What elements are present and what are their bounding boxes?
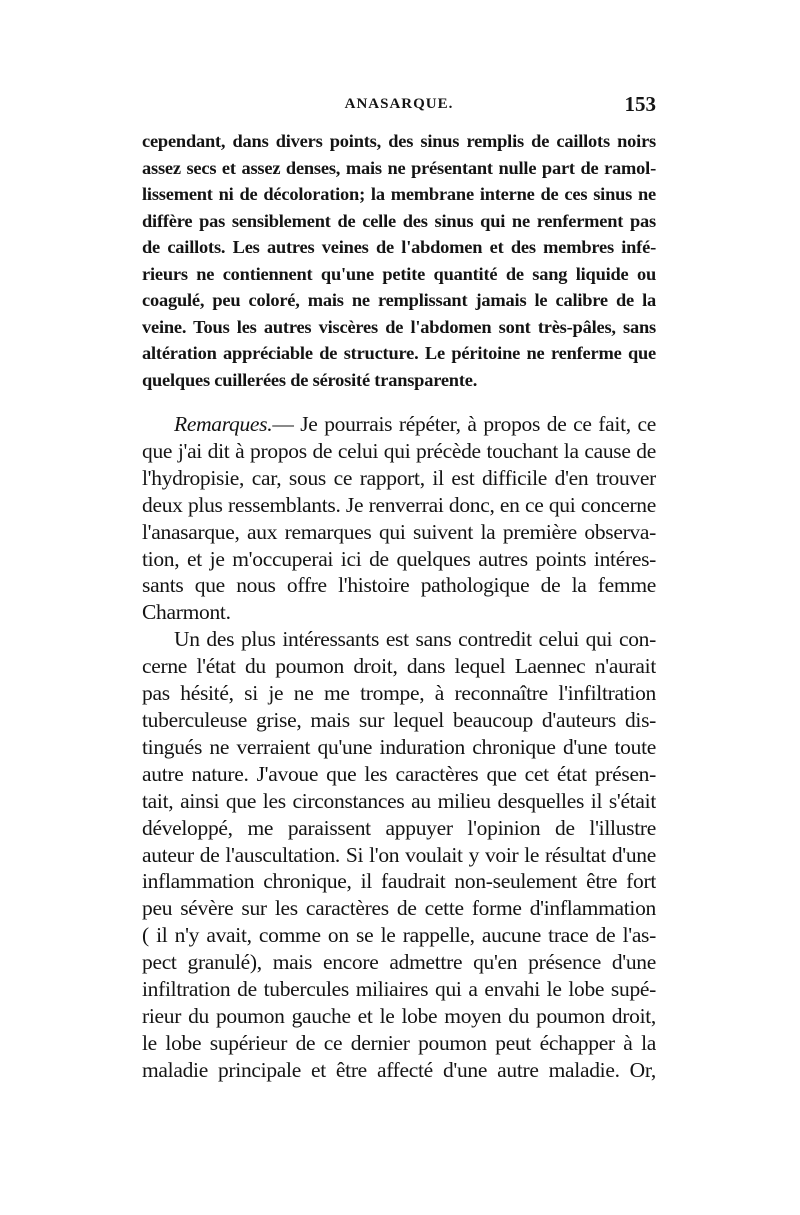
running-head: [142, 92, 656, 122]
text-line: développé, me paraissent appuyer l'opinion de l'illustre: [142, 815, 656, 840]
running-title: ANASARQUE.: [344, 96, 454, 112]
text-line: l'hydropisie, car, sous ce rapport, il est difficile d'en trouver: [142, 465, 656, 490]
text-line: pect granulé), mais encore admettre qu'en présence d'une: [142, 950, 656, 975]
text-line: ( il n'y avait, comme on se le rappelle, aucune trace de l'as-: [142, 923, 656, 948]
text-line: que j'ai dit à propos de celui qui précède touchant la cause de: [142, 438, 656, 463]
text-line: [142, 411, 656, 438]
text-line: inflammation chronique, il faudrait non-seulement être fort: [142, 869, 656, 894]
text-line: quelques cuillerées de sérosité transparente.: [142, 369, 478, 390]
text-line: deux plus ressemblants. Je renverrai donc, en ce qui concerne: [142, 492, 656, 517]
text-line: coagulé, peu coloré, mais ne remplissant jamais le calibre de la: [142, 290, 656, 310]
text-line: altération appréciable de structure. Le péritoine ne renferme que: [142, 343, 656, 363]
page-number: 153: [624, 92, 656, 116]
text-line: cerne l'état du poumon droit, dans lequel Laennec n'aurait: [142, 654, 656, 679]
text-line: diffère pas sensiblement de celle des sinus qui ne renferment pas: [142, 210, 656, 231]
text-line: tingués ne verraient qu'une induration chronique d'une toute: [142, 734, 656, 759]
text-line: Charmont.: [142, 600, 231, 625]
text-line: Un des plus intéressants est sans contredit celui qui con-: [174, 627, 656, 652]
text-line: pas hésité, si je ne me trompe, à reconnaître l'infiltration: [142, 681, 656, 706]
discussion-paragraph: [142, 626, 656, 1083]
text-line: le lobe supérieur de ce dernier poumon peut échapper à la: [142, 1030, 656, 1055]
body-text: [142, 128, 656, 1084]
remarks-heading: Remarques.: [174, 412, 273, 436]
text-line: rieur du poumon gauche et le lobe moyen du poumon droit,: [142, 1003, 656, 1028]
text-line: infiltration de tubercules miliaires qui a envahi le lobe supé-: [142, 977, 656, 1002]
case-paragraph: [142, 128, 656, 393]
text-line: maladie principale et être affecté d'une autre maladie. Or,: [142, 1057, 656, 1082]
text-line: veine. Tous les autres viscères de l'abdomen sont très-pâles, sans: [142, 316, 656, 337]
text-line: rieurs ne contiennent qu'une petite quantité de sang liquide ou: [142, 263, 656, 284]
remarks-first-line: — Je pourrais répéter, à propos de ce fait, ce: [272, 412, 656, 436]
remarks-paragraph: [142, 411, 656, 626]
text-line: tuberculeuse grise, mais sur lequel beaucoup d'auteurs dis-: [142, 707, 656, 732]
text-line: de caillots. Les autres veines de l'abdomen et des membres infé-: [142, 237, 656, 257]
text-line: assez secs et assez denses, mais ne présentant nulle part de ramol-: [142, 157, 656, 178]
text-line: peu sévère sur les caractères de cette forme d'inflammation: [142, 896, 656, 921]
text-line: cependant, dans divers points, des sinus remplis de caillots noirs: [142, 131, 656, 151]
text-line: lissement ni de décoloration; la membrane interne de ces sinus ne: [142, 184, 656, 204]
text-line: auteur de l'auscultation. Si l'on voulait y voir le résultat d'une: [142, 842, 656, 867]
text-line: sants que nous offre l'histoire pathologique de la femme: [142, 573, 656, 598]
text-line: tion, et je m'occuperai ici de quelques autres points intéres-: [142, 546, 656, 571]
paragraph-gap: [142, 393, 656, 411]
text-line: l'anasarque, aux remarques qui suivent la première observa-: [142, 519, 656, 544]
text-line: autre nature. J'avoue que les caractères que cet état présen-: [142, 761, 656, 786]
text-line: tait, ainsi que les circonstances au milieu desquelles il s'était: [142, 788, 656, 813]
